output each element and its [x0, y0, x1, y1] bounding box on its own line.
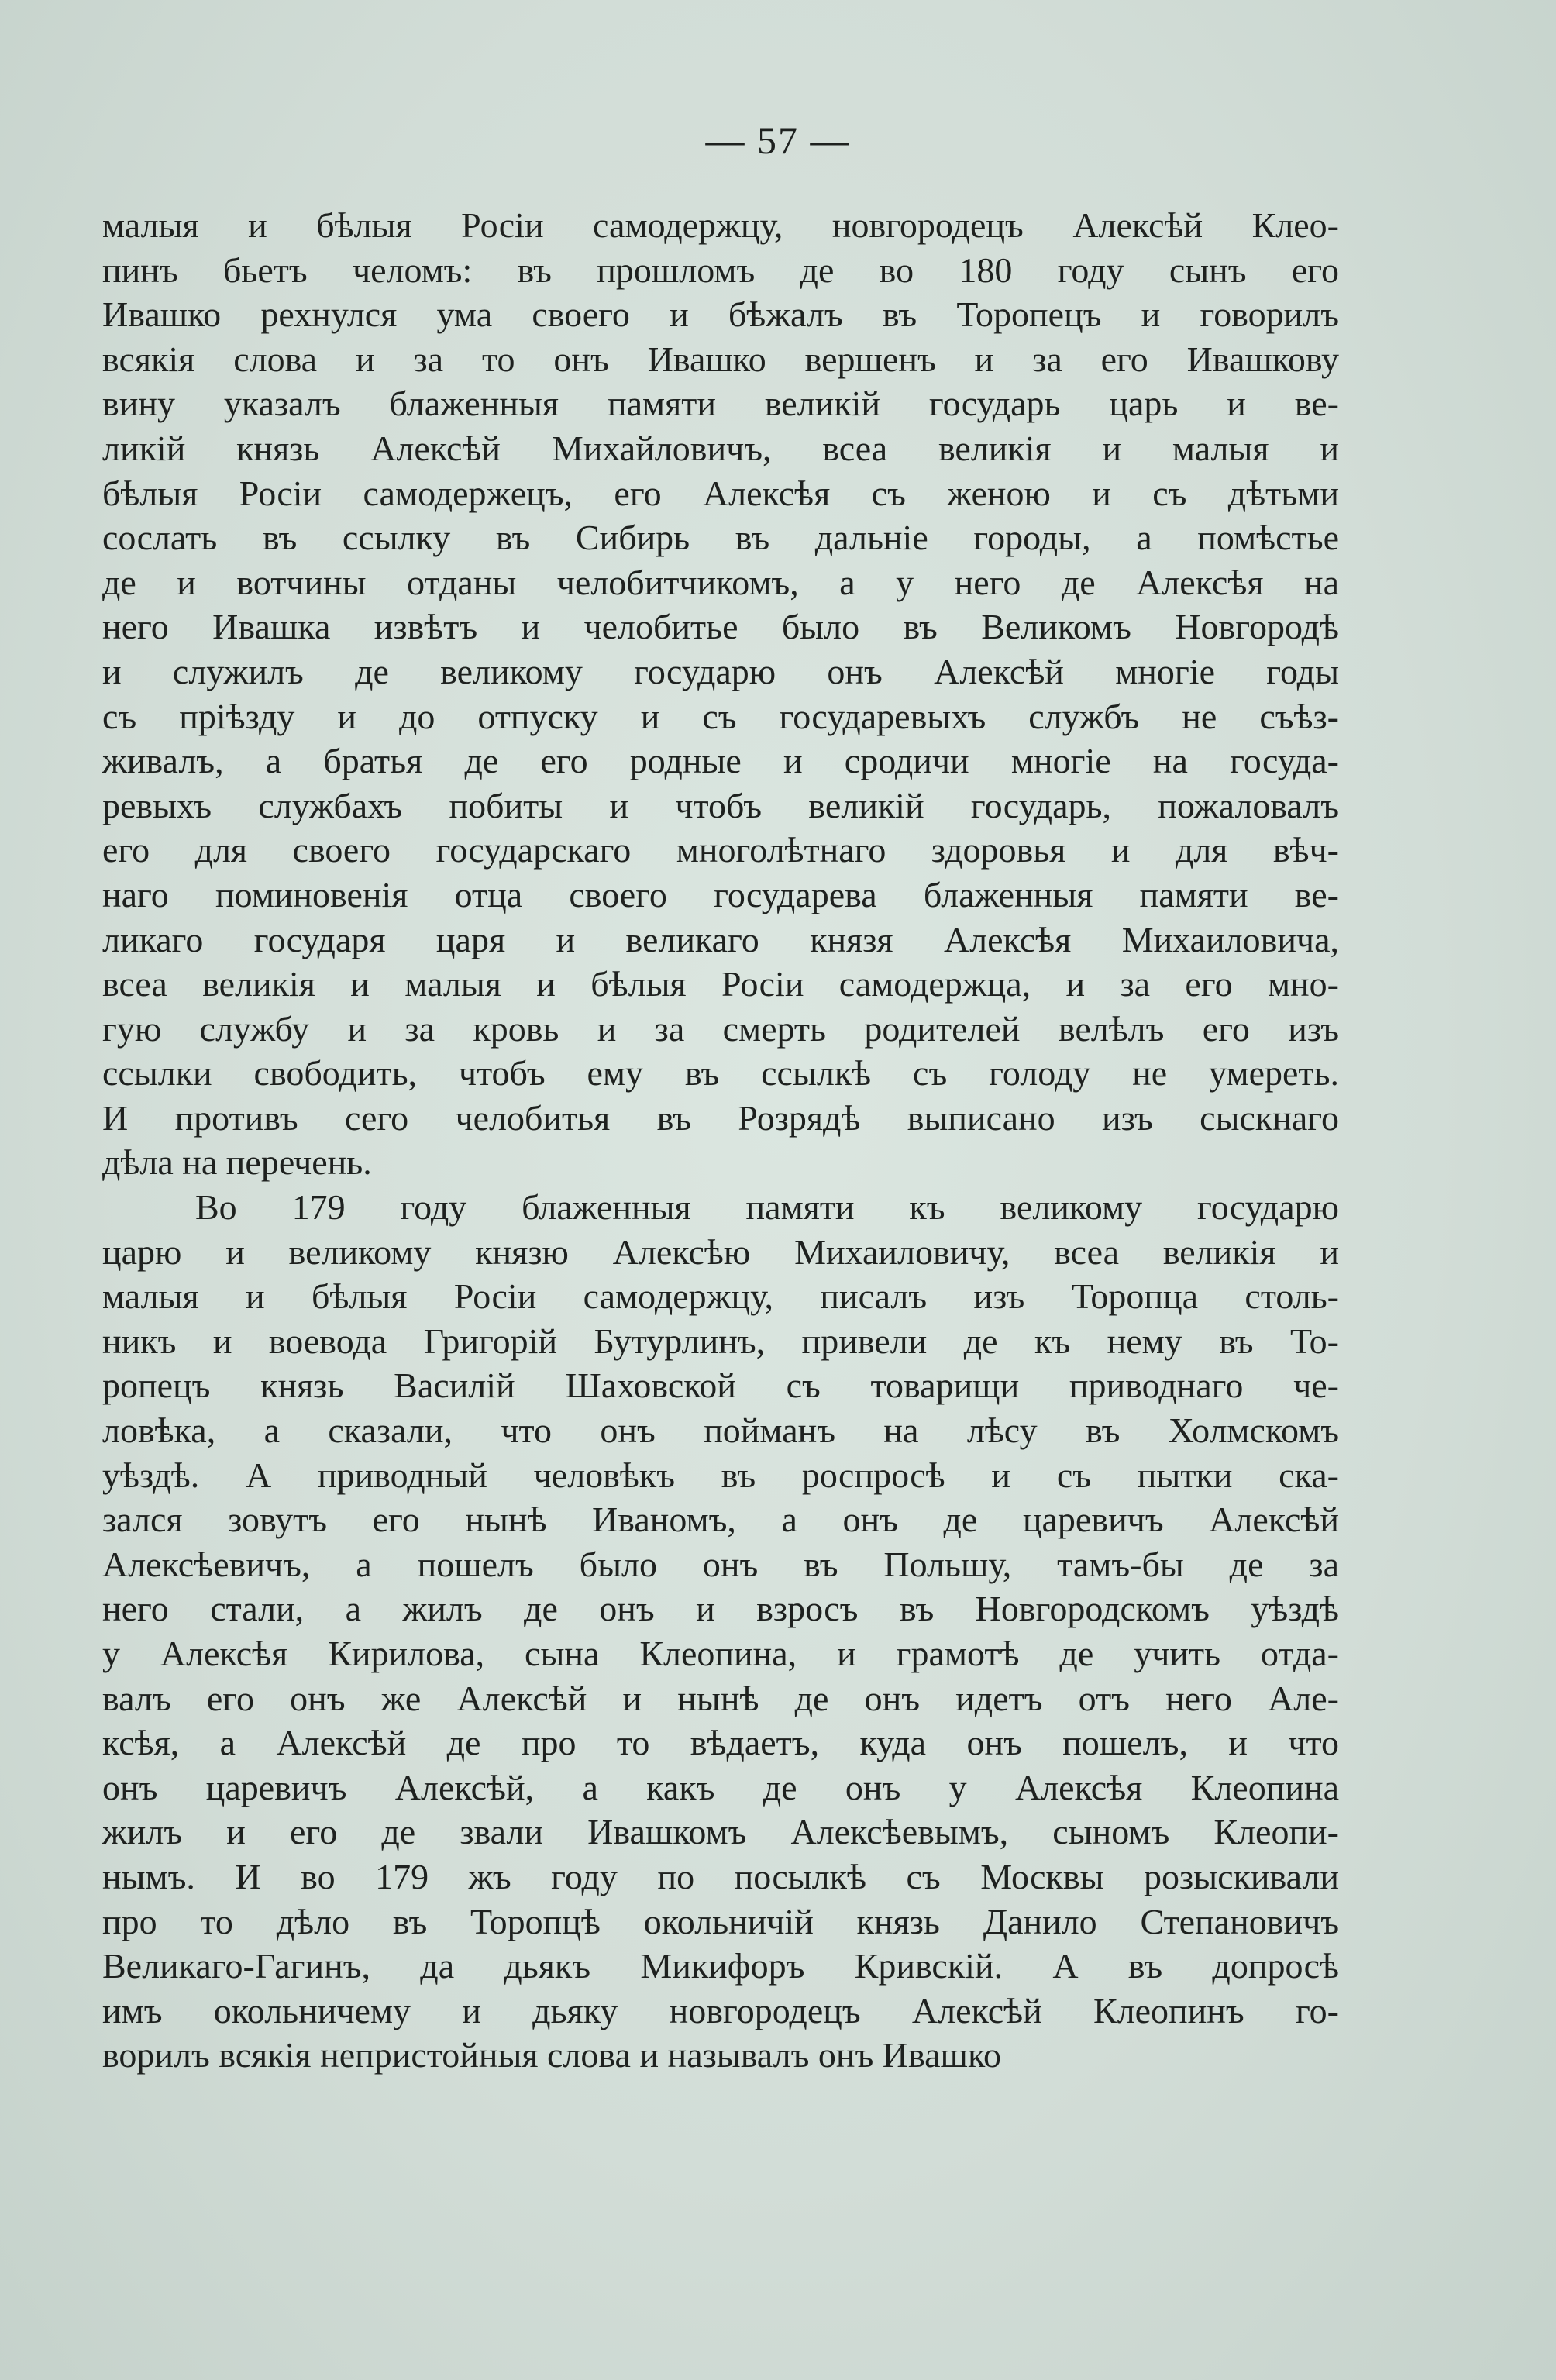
- text-line: имъ окольничему и дьяку новгородецъ Алексѣй Клеопинъ го-: [102, 1990, 1339, 2030]
- text-line: ликаго государя царя и великаго князя Алексѣя Михаиловича,: [102, 919, 1339, 959]
- text-line: Великаго-Гагинъ, да дьякъ Микифоръ Кривскій. А въ допросѣ: [102, 1946, 1339, 1986]
- text-line: Алексѣевичъ, а пошелъ было онъ въ Польшу, тамъ-бы де за: [102, 1544, 1339, 1584]
- text-line: царю и великому князю Алексѣю Михаиловичу, всеа великія и: [102, 1231, 1339, 1272]
- text-line: живалъ, а братья де его родные и сродичи многіе на госуда-: [102, 741, 1339, 781]
- text-line: ксѣя, а Алексѣй де про то вѣдаетъ, куда онъ пошелъ, и что: [102, 1723, 1339, 1763]
- text-line: онъ царевичъ Алексѣй, а какъ де онъ у Алексѣя Клеопина: [102, 1767, 1339, 1807]
- paragraph: [102, 203, 1339, 1185]
- text-line: И противъ сего челобитья въ Розрядѣ выписано изъ сыскнаго: [102, 1097, 1339, 1138]
- text-line: сослать въ ссылку въ Сибирь въ дальніе городы, а помѣстье: [102, 518, 1339, 558]
- text-line: всеа великія и малыя и бѣлыя Росіи самодержца, и за его мно-: [102, 964, 1339, 1004]
- text-line: него стали, а жилъ де онъ и взросъ въ Новгородскомъ уѣздѣ: [102, 1589, 1339, 1629]
- text-line: вину указалъ блаженныя памяти великій государь царь и ве-: [102, 384, 1339, 424]
- text-line: его для своего государскаго многолѣтнаго здоровья и для вѣч-: [102, 830, 1339, 870]
- text-line: малыя и бѣлыя Росіи самодержцу, писалъ изъ Торопца столь-: [102, 1276, 1339, 1317]
- text-line: ловѣка, а сказали, что онъ пойманъ на лѣсу въ Холмскомъ: [102, 1410, 1339, 1451]
- text-line: ссылки свободить, чтобъ ему въ ссылкѣ съ голоду не умереть.: [102, 1053, 1339, 1094]
- text-line: ворилъ всякія непристойныя слова и называлъ онъ Ивашко: [102, 2035, 1001, 2075]
- text-line: у Алексѣя Кирилова, сына Клеопина, и грамотѣ де учить отда-: [102, 1634, 1339, 1673]
- text-line: валъ его онъ же Алексѣй и нынѣ де онъ идетъ отъ него Але-: [102, 1678, 1339, 1718]
- paragraph: [102, 1185, 1339, 2078]
- text-line: пинъ бьетъ челомъ: въ прошломъ де во 180 году сынъ его: [102, 250, 1339, 290]
- page-number: — 57 —: [705, 119, 851, 162]
- text-line: жилъ и его де звали Ивашкомъ Алексѣевымъ, сыномъ Клеопи-: [102, 1812, 1339, 1852]
- text-line: ропецъ князь Василій Шаховской съ товарищи приводнаго че-: [102, 1366, 1339, 1406]
- text-body: [102, 203, 1339, 2078]
- text-line: ревыхъ службахъ побиты и чтобъ великій государь, пожаловалъ: [102, 785, 1339, 825]
- text-line: и служилъ де великому государю онъ Алексѣй многіе годы: [102, 651, 1339, 691]
- text-line: де и вотчины отданы челобитчикомъ, а у него де Алексѣя на: [102, 562, 1339, 602]
- text-line: него Ивашка извѣтъ и челобитье было въ Великомъ Новгородѣ: [102, 607, 1339, 647]
- text-line: зался зовутъ его нынѣ Иваномъ, а онъ де царевичъ Алексѣй: [102, 1500, 1339, 1540]
- text-line: нымъ. И во 179 жъ году по посылкѣ съ Москвы розыскивали: [102, 1856, 1339, 1896]
- text-line: съ пріѣзду и до отпуску и съ государевыхъ службъ не съѣз-: [102, 696, 1339, 736]
- text-line: наго поминовенія отца своего государева блаженныя памяти ве-: [102, 874, 1339, 914]
- text-line: уѣздѣ. А приводный человѣкъ въ роспросѣ и съ пытки ска-: [102, 1455, 1339, 1495]
- text-line: малыя и бѣлыя Росіи самодержцу, новгородецъ Алексѣй Клео-: [102, 205, 1339, 245]
- text-line: всякія слова и за то онъ Ивашко вершенъ и за его Ивашкову: [102, 339, 1339, 379]
- text-line: дѣла на перечень.: [102, 1142, 372, 1183]
- text-line: ликій князь Алексѣй Михайловичъ, всеа великія и малыя и: [102, 428, 1339, 468]
- text-line: бѣлыя Росіи самодержецъ, его Алексѣя съ женою и съ дѣтьми: [102, 473, 1339, 513]
- text-line: Ивашко рехнулся ума своего и бѣжалъ въ Торопецъ и говорилъ: [102, 294, 1339, 335]
- text-line: никъ и воевода Григорій Бутурлинъ, привели де къ нему въ То-: [102, 1321, 1339, 1361]
- text-line: гую службу и за кровь и за смерть родителей велѣлъ его изъ: [102, 1008, 1339, 1049]
- text-line: про то дѣло въ Торопцѣ окольничій князь Данило Степановичъ: [102, 1901, 1339, 1941]
- text-line: Во 179 году блаженныя памяти къ великому государю: [195, 1187, 1339, 1228]
